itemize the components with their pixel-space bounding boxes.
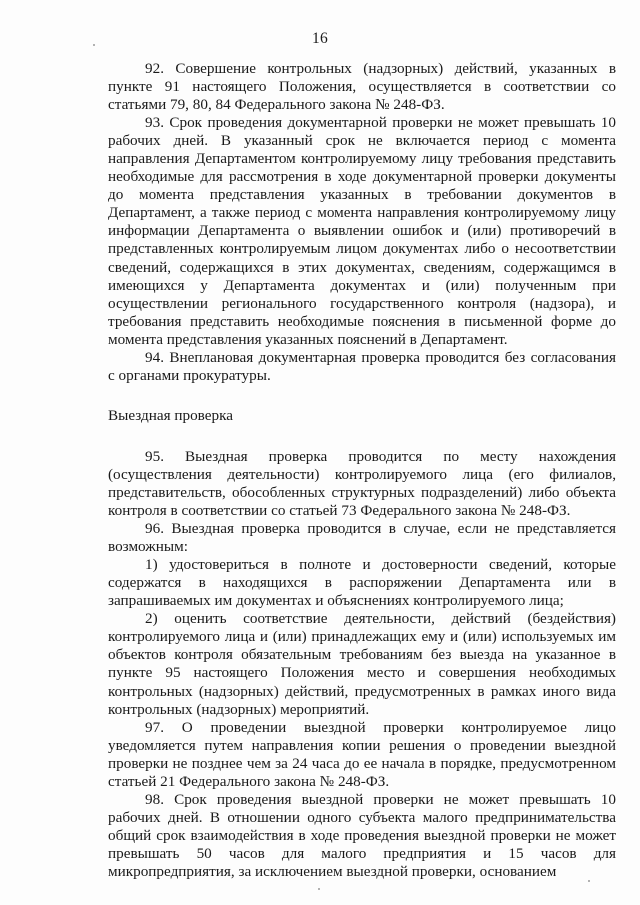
- paragraph-94: 94. Внеплановая документарная проверка проводится без согласования с органами прокуратуры.: [108, 348, 616, 384]
- paragraph-92: 92. Совершение контрольных (надзорных) действий, указанных в пункте 91 настоящего Положения, осуществляется в соответствии со статьями 79, 80, 84 Федерального закона № 248-ФЗ.: [108, 60, 616, 114]
- paragraph-97: 97. О проведении выездной проверки контролируемое лицо уведомляется путем направления копии решения о проведении выездной проверки не позднее чем за 24 часа до ее начала в порядке, предусмотренном статьей 21 Федерального закона № 248-ФЗ.: [108, 718, 616, 790]
- paragraph-93: 93. Срок проведения документарной проверки не может превышать 10 рабочих дней. В указанный срок не включается период с момента направления Департаментом контролируемому лицу требования представить необходимые для рассмотрения в ходе документарной проверки документы до момента представления указанных в требовании документов в Департамент, а также период с момента направления контролируемому лицу информации Департамента о выявлении ошибок и (или) противоречий в представленных контролируемым лицом документах либо о несоответствии сведений, содержащихся в этих документах, сведениям, содержащимся в имеющихся у Департамента документах и (или) полученным при осуществлении регионального государственного контроля (надзора), и требования представить необходимые пояснения в письменной форме до момента представления указанных пояснений в Департамент.: [108, 114, 616, 348]
- paragraph-96: 96. Выездная проверка проводится в случае, если не представляется возможным:: [108, 520, 616, 556]
- scan-speck: [93, 44, 95, 46]
- scan-speck: [318, 888, 320, 890]
- paragraph-96-item-2: 2) оценить соответствие деятельности, действий (бездействия) контролируемого лица и (или) принадлежащих ему и (или) используемых им объектов контроля обязательным требованиям без выезда на указанное в пункте 95 настоящего Положения место и совершения необходимых контрольных (надзорных) действий, предусмотренных в рамках иного вида контрольных (надзорных) мероприятий.: [108, 610, 616, 718]
- section-heading: Выездная проверка: [108, 406, 233, 424]
- scan-speck: [588, 880, 590, 882]
- paragraph-96-item-1: 1) удостовериться в полноте и достоверности сведений, которые содержатся в находящихся в распоряжении Департамента или в запрашиваемых им документах и объяснениях контролируемого лица;: [108, 556, 616, 610]
- page-number: 16: [312, 30, 328, 47]
- paragraph-98: 98. Срок проведения выездной проверки не может превышать 10 рабочих дней. В отношении одного субъекта малого предпринимательства общий срок взаимодействия в ходе проведения выездной проверки не может превышать 50 часов для малого предприятия и 15 часов для микропредприятия, за исключением выездной проверки, основанием: [108, 790, 616, 880]
- document-body: [108, 60, 616, 881]
- paragraph-95: 95. Выездная проверка проводится по месту нахождения (осуществления деятельности) контролируемого лица (его филиалов, представительств, обособленных структурных подразделений) либо объекта контроля в соответствии со статьей 73 Федерального закона № 248-ФЗ.: [108, 447, 616, 520]
